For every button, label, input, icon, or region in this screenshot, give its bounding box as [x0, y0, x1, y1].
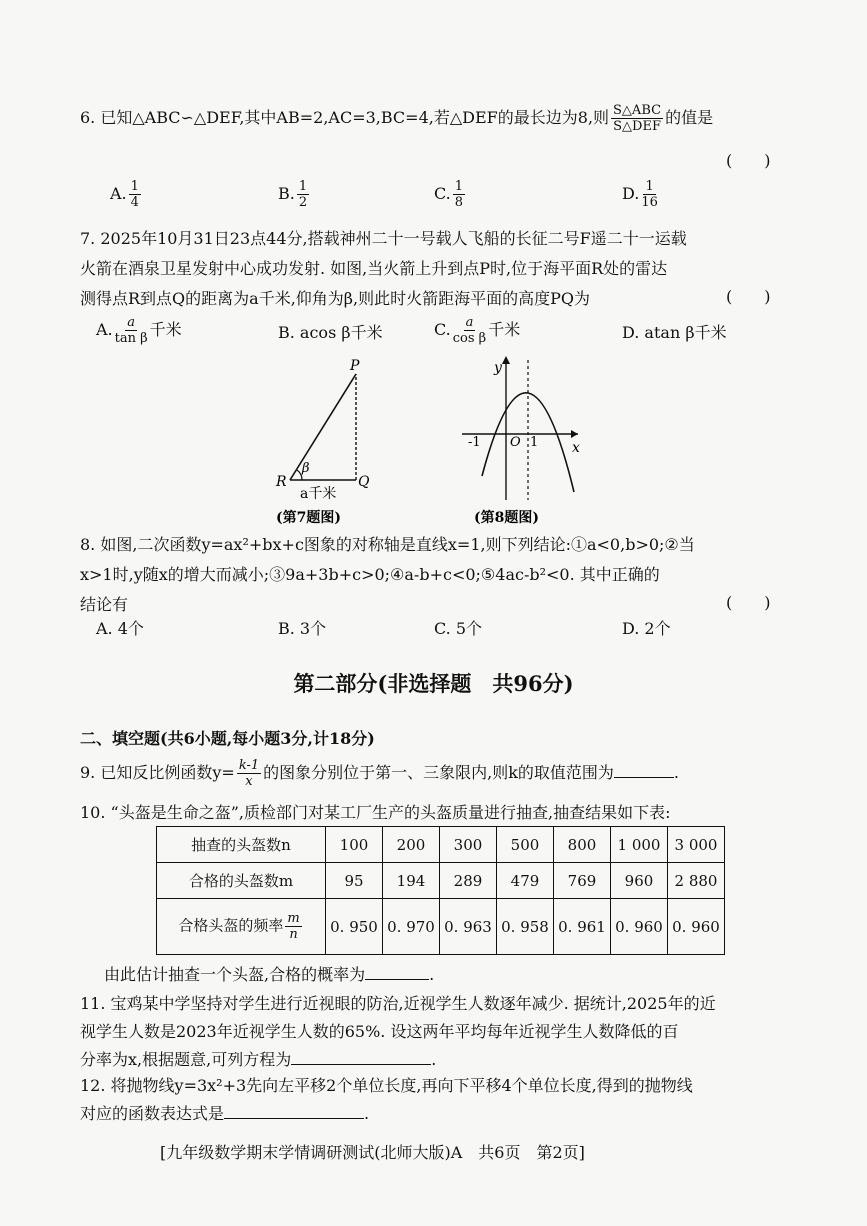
q6-option-b[interactable]: [278, 180, 311, 209]
q6-option-b-den: 2: [298, 195, 308, 210]
q8-option-c[interactable]: C. 5个: [434, 619, 483, 638]
table-cell: 2 880: [668, 863, 725, 899]
table-cell: 194: [383, 863, 440, 899]
q7-option-c-den: cos β: [452, 331, 487, 346]
figure-8: [454, 352, 594, 536]
table-cell: 960: [611, 863, 668, 899]
table-cell: 100: [326, 827, 383, 863]
q6-ratio-den: S△DEF: [613, 119, 661, 134]
q6-stem: [80, 104, 713, 133]
fig7-label-beta: β: [302, 461, 310, 476]
q7-option-c-num: a: [465, 315, 474, 330]
q7-line3: 测得点R到点Q的距离为a千米,仰角为β,则此时火箭距海平面的高度PQ为: [80, 289, 591, 308]
q12-end: .: [364, 1104, 370, 1123]
q9-end: .: [673, 763, 680, 782]
q8-line3: 结论有: [80, 595, 129, 614]
table-cell: 3 000: [668, 827, 725, 863]
q10-table: [156, 826, 725, 955]
q6-option-a-num: 1: [130, 179, 139, 194]
table-cell: 1 000: [611, 827, 668, 863]
q12-line1: 12. 将抛物线y=3x²+3先向左平移2个单位长度,再向下平移4个单位长度,得到的抛物线: [80, 1076, 693, 1095]
table-cell: 200: [383, 827, 440, 863]
table-cell: 500: [497, 827, 554, 863]
table-cell: 769: [554, 863, 611, 899]
table-head-frequency-den: n: [289, 927, 298, 942]
q7-option-d[interactable]: D. atan β千米: [622, 323, 727, 342]
q6-option-c-label: C.: [434, 184, 451, 203]
table-row: [157, 863, 725, 899]
q7-paren: ( ): [726, 287, 771, 306]
q6-option-d[interactable]: [622, 180, 660, 209]
q6-ratio: [611, 104, 663, 133]
table-cell: 0. 960: [611, 899, 668, 955]
q8-option-d[interactable]: D. 2个: [622, 619, 671, 638]
q6-option-d-den: 16: [641, 195, 658, 210]
q12-answer-blank[interactable]: [224, 1118, 364, 1119]
q7-option-a-unit: 千米: [149, 320, 182, 339]
fig8-caption: (第8题图): [474, 510, 539, 526]
q10-answer-blank[interactable]: [365, 979, 429, 980]
q9-answer-blank[interactable]: [614, 777, 674, 778]
q12-line2-text: 对应的函数表达式是: [80, 1104, 225, 1123]
q6-option-d-num: 1: [645, 179, 654, 194]
table-cell: 0. 950: [326, 899, 383, 955]
q7-option-a-num: a: [127, 315, 136, 330]
q8-line1: 8. 如图,二次函数y=ax²+bx+c图象的对称轴是直线x=1,则下列结论:①a<0,b>0;②当: [80, 535, 695, 554]
q10-stem: 10. “头盔是生命之盔”,质检部门对某工厂生产的头盔质量进行抽查,抽查结果如下表:: [80, 803, 671, 822]
q7-stem: [80, 224, 687, 314]
fig8-label-1: 1: [530, 435, 539, 450]
table-head-frequency: [157, 899, 326, 955]
fig7-line-rp: [290, 374, 356, 480]
q9-pre: 9. 已知反比例函数y=: [80, 763, 235, 782]
q6-option-c[interactable]: [434, 180, 467, 209]
q6-option-b-num: 1: [298, 179, 308, 194]
table-head-n: 抽查的头盔数n: [157, 827, 326, 863]
q11-line3-text: 分率为x,根据题意,可列方程为: [80, 1050, 292, 1069]
q11-answer-blank[interactable]: [291, 1064, 431, 1065]
q7-line2: 火箭在酒泉卫星发射中心成功发射. 如图,当火箭上升到点P时,位于海平面R处的雷达: [80, 259, 668, 278]
q6-paren: ( ): [726, 151, 771, 170]
fig8-label-x: x: [572, 440, 580, 456]
q7-option-a-den: tan β: [114, 331, 148, 346]
q10-end: .: [429, 965, 435, 984]
fig8-label-neg1: -1: [468, 435, 481, 450]
q8-option-b[interactable]: B. 3个: [278, 619, 327, 638]
table-cell: 289: [440, 863, 497, 899]
table-head-frequency-num: m: [287, 911, 300, 926]
table-cell: 0. 958: [497, 899, 554, 955]
table-row: [157, 827, 725, 863]
page-footer: [九年级数学期末学情调研测试(北师大版)A 共6页 第2页]: [160, 1143, 585, 1162]
q6-text: 6. 已知△ABC∽△DEF,其中AB=2,AC=3,BC=4,若△DEF的最长边为8,则: [80, 108, 610, 127]
table-cell: 300: [440, 827, 497, 863]
part2-title: 第二部分(非选择题 共96分): [293, 671, 574, 696]
q10-after: 由此估计抽查一个头盔,合格的概率为: [104, 965, 366, 984]
q6-option-a-den: 4: [130, 195, 139, 210]
q7-line1: 7. 2025年10月31日23点44分,搭载神州二十一号载人飞船的长征二号F遥二十一运载: [80, 229, 687, 248]
q11-line1: 11. 宝鸡某中学坚持对学生进行近视眼的防治,近视学生人数逐年减少. 据统计,2025年的近: [80, 994, 716, 1013]
q12-stem: [80, 1072, 693, 1128]
table-head-m: 合格的头盔数m: [157, 863, 326, 899]
q8-paren: ( ): [726, 593, 771, 612]
q11-line2: 视学生人数是2023年近视学生人数的65%. 设这两年平均每年近视学生人数降低的百: [80, 1022, 679, 1041]
fill-in-header: 二、填空题(共6小题,每小题3分,计18分): [80, 729, 375, 748]
table-cell: 0. 963: [440, 899, 497, 955]
q9-frac-num: k-1: [238, 758, 260, 773]
q6-ratio-num: S△ABC: [613, 103, 662, 118]
q8-stem: [80, 530, 695, 620]
q8-line2: x>1时,y随x的增大而减小;③9a+3b+c>0;④a-b+c<0;⑤4ac-b²<0. 其中正确的: [80, 565, 660, 584]
q6-option-a[interactable]: [110, 180, 143, 209]
table-head-frequency-label: 合格头盔的频率: [178, 916, 284, 935]
q10-followup: [104, 962, 434, 985]
fig7-label-q: Q: [358, 474, 370, 490]
q7-option-c-label: C.: [434, 320, 451, 339]
fig8-label-o: O: [510, 435, 521, 450]
table-cell: 0. 960: [668, 899, 725, 955]
q9-post: 的图象分别位于第一、三象限内,则k的取值范围为: [263, 763, 614, 782]
q7-option-a[interactable]: [96, 316, 182, 345]
fig7-label-r: R: [276, 474, 287, 490]
q6-tail: 的值是: [665, 108, 714, 127]
q11-line3: [80, 1046, 716, 1074]
q11-stem: [80, 990, 716, 1074]
q7-option-b[interactable]: B. acos β千米: [278, 323, 383, 342]
q7-option-a-label: A.: [96, 320, 113, 339]
fig7-caption: (第7题图): [276, 510, 341, 526]
figure-7: [262, 356, 392, 536]
fig7-label-p: P: [350, 358, 360, 374]
q9-frac-den: x: [245, 774, 253, 789]
fig8-label-y: y: [494, 360, 502, 376]
fig8-parabola: [482, 393, 574, 492]
q6-option-d-label: D.: [622, 184, 640, 203]
fig7-label-distance: a千米: [300, 486, 337, 502]
table-cell: 0. 961: [554, 899, 611, 955]
table-cell: 479: [497, 863, 554, 899]
table-cell: 95: [326, 863, 383, 899]
fig8-x-arrow: [571, 430, 578, 438]
q8-option-a[interactable]: A. 4个: [96, 619, 144, 638]
q6-option-c-num: 1: [454, 179, 464, 194]
q11-end: .: [431, 1050, 437, 1069]
q12-line2: [80, 1100, 693, 1128]
q7-option-c-unit: 千米: [488, 320, 521, 339]
table-row: [157, 899, 725, 955]
fig8-y-arrow: [502, 356, 510, 364]
q6-option-b-label: B.: [278, 184, 295, 203]
q6-option-c-den: 8: [454, 195, 464, 210]
table-cell: 800: [554, 827, 611, 863]
q6-option-a-label: A.: [110, 184, 127, 203]
q7-option-c[interactable]: [434, 316, 520, 345]
table-cell: 0. 970: [383, 899, 440, 955]
q9-stem: [80, 758, 679, 788]
